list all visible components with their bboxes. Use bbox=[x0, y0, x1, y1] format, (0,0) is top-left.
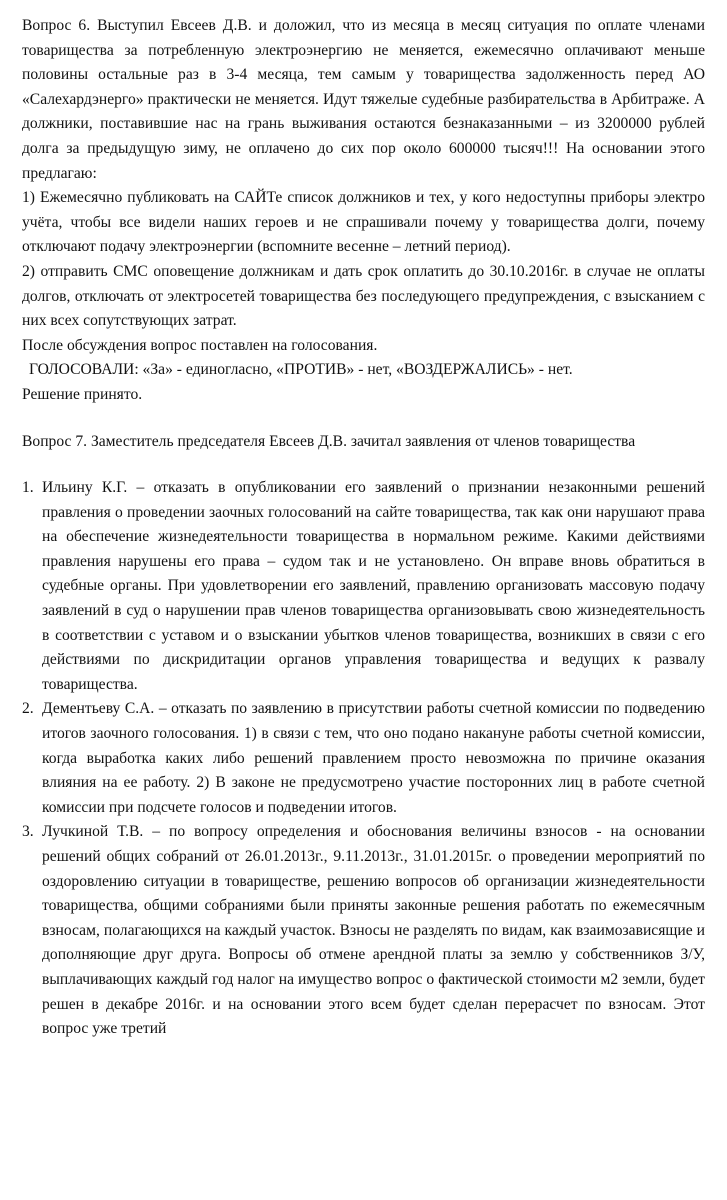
list-item-text: Ильину К.Г. – отказать в опубликовании его заявлений о признании незаконными решений правления о проведении заочных голосований на сайте товарищества, так как они нарушают права на обеспечение жизнедеятельности товарищества в нормальном режиме. Какими действиями правления нарушены его права – судом так и не установлено. Он вправе вновь обратиться в судебные органы. При удовлетворении его заявлений, правлению организовать массовую подачу заявлений в суд о нарушении прав членов товарищества организовывать свою жизнедеятельность в соответствии с уставом и о взыскании убытков членов товарищества, возникших в связи с его действиями по дискридитации органов управления товарищества и ведущих к развалу товарищества. bbox=[42, 479, 705, 693]
question-6-intro: Вопрос 6. Выступил Евсеев Д.В. и доложил, что из месяца в месяц ситуация по оплате членами товарищества за потребленную электроэнергию не меняется, ежемесячно оплачивают меньше половины остальные раз в 3-4 месяца, тем самым у товарищества задолженность перед АО «Салехардэнерго» практически не меняется. Идут тяжелые судебные разбирательства в Арбитраже. А должники, поставившие нас на грань выживания остаются безнаказанными – из 3200000 рублей долга за предыдущую зиму, не оплачено до сих пор около 600000 тысяч!!! На основании этого предлагаю: bbox=[22, 17, 705, 182]
list-item-text: Лучкиной Т.В. – по вопросу определения и обоснования величины взносов - на основании решений общих собраний от 26.01.2013г., 9.11.2013г., 31.01.2015г. о проведении мероприятий по оздоровлению ситуации в товариществе, решению вопросов об организации жизнедеятельности товарищества, общими собраниями были приняты законные решения работать по ежемесячным взносам, полагающихся на каждый участок. Взносы не разделять по видам, как взаимозависящие и дополняющие друг друга. Вопросы об отмене арендной платы за землю у собственников З/У, выплачивающих каждый год налог на имущество вопрос о фактической стоимости м2 земли, будет решен в декабре 2016г. и на основании этого всем будет сделан перерасчет по взносам. Этот вопрос уже третий bbox=[42, 823, 705, 1038]
question-6-decision: Решение принято. bbox=[22, 385, 143, 403]
list-item bbox=[22, 820, 705, 1041]
list-item bbox=[22, 476, 705, 697]
list-item-number: 3. bbox=[22, 823, 34, 841]
list-item bbox=[22, 697, 705, 820]
list-item-number: 1. bbox=[22, 479, 34, 497]
question-7-intro: Вопрос 7. Заместитель председателя Евсеев Д.В. зачитал заявления от членов товарищества bbox=[22, 432, 636, 450]
question-6-point-2: 2) отправить СМС оповещение должникам и дать срок оплатить до 30.10.2016г. в случае не оплаты долгов, отключать от электросетей товарищества без последующего предупреждения, с взысканием с них всех сопутствующих затрат. bbox=[22, 262, 705, 330]
question-7-statements-list bbox=[22, 476, 705, 1042]
question-6-discussion: После обсуждения вопрос поставлен на голосования. bbox=[22, 336, 378, 354]
list-item-number: 2. bbox=[22, 700, 34, 718]
list-item-text: Дементьеву С.А. – отказать по заявлению в присутствии работы счетной комиссии по подведению итогов заочного голосования. 1) в связи с тем, что оно подано накануне работы счетной комиссии, когда выработка каких либо решений правлением просто невозможна по причине оказания влияния на ее работу. 2) В законе не предусмотрено участие посторонних лиц в работе счетной комиссии при подсчете голосов и подведении итогов. bbox=[42, 700, 705, 816]
question-6-point-1: 1) Ежемесячно публиковать на САЙТе список должников и тех, у кого недоступны приборы электро учёта, чтобы все видели наших героев и не спрашивали почему у товарищества долги, почему отключают подачу электроэнергии (вспомните весенне – летний период). bbox=[22, 189, 705, 256]
question-6-vote-result: ГОЛОСОВАЛИ: «За» - единогласно, «ПРОТИВ» - нет, «ВОЗДЕРЖАЛИСЬ» - нет. bbox=[29, 361, 573, 379]
